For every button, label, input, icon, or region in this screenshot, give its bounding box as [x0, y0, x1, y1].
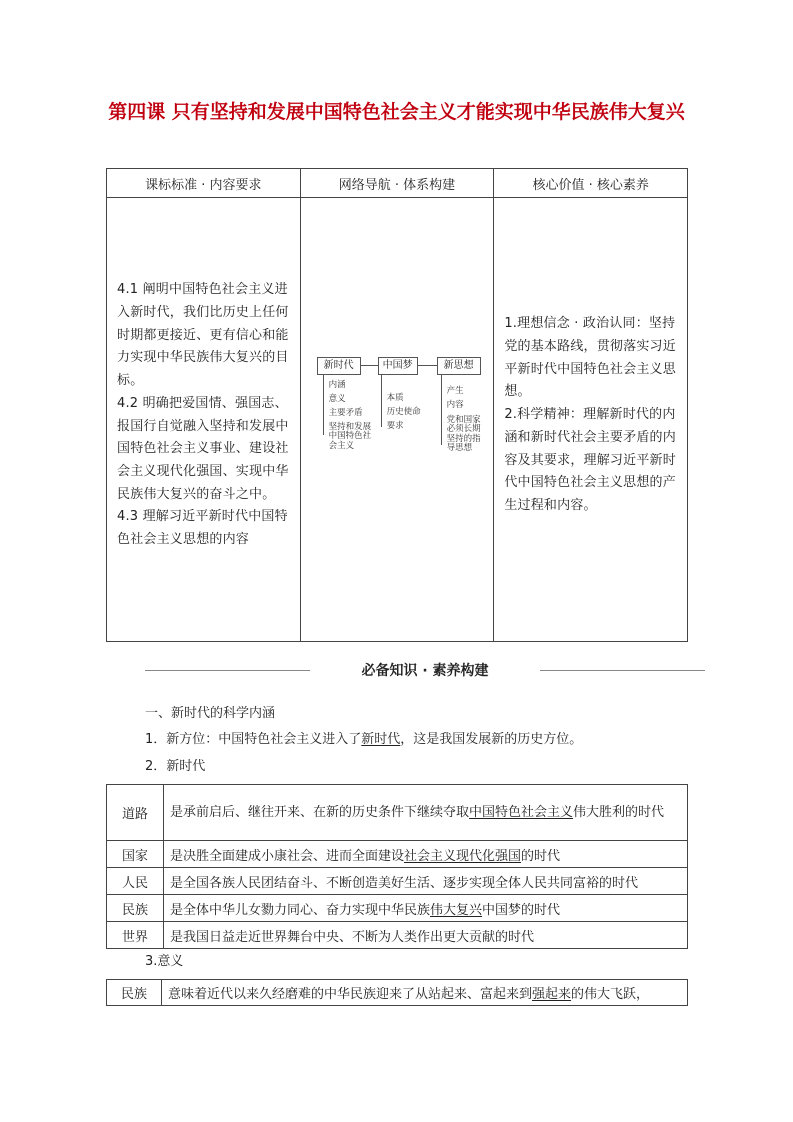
row-keyword: 强起来 — [532, 987, 572, 1002]
point-1-keyword: 新时代 — [361, 732, 401, 747]
row-text: 是我国日益走近世界舞台中央、不断为人类作出更大贡献的时代 — [170, 929, 535, 945]
requirement-4-3: 4.3 理解习近平新时代中国特色社会主义思想的内容 — [117, 509, 288, 548]
header-literacy: 核心价值 · 核心素养 — [494, 169, 688, 198]
row-text: 的时代 — [521, 848, 561, 864]
table-row — [107, 785, 688, 841]
row-key: 民族 — [107, 895, 164, 922]
row-value — [164, 868, 688, 895]
node-new-era: 新时代 — [317, 357, 361, 375]
mindmap-item: 党和国家必须长期坚持的指导思想 — [446, 414, 481, 453]
row-text: 是承前启后、继往开来、在新的历史条件下继续夺取 — [170, 804, 470, 820]
row-value — [164, 841, 688, 868]
branch-line — [381, 375, 382, 427]
new-era-table — [106, 784, 688, 949]
branch-line — [323, 375, 324, 435]
row-keyword: 社会主义现代化强国 — [404, 848, 522, 864]
mindmap-item: 坚持和发展中国特色社会主义 — [328, 421, 372, 451]
row-keyword: 中国特色社会主义 — [469, 804, 574, 820]
mindmap-item: 历史使命 — [386, 406, 421, 417]
row-value — [162, 980, 688, 1006]
literacy-2: 2.科学精神：理解新时代的内涵和新时代社会主要矛盾的内容及其要求，理解习近平新时代中国特色社会主义思想的产生过程和内容。 — [504, 407, 676, 513]
requirement-4-1: 4.1 阐明中国特色社会主义进入新时代，我们比历史上任何时期都更接近、更有信心和能力实现中华民族伟大复兴的目标。 — [117, 282, 289, 389]
row-text: 意味着近代以来久经磨难的中华民族迎来了从站起来、富起来到 — [168, 987, 533, 1002]
banner-title: 必备知识 · 素养构建 — [361, 663, 489, 679]
row-text: 中国梦的时代 — [482, 902, 561, 918]
literacy-1: 1.理想信念 · 政治认同：坚持党的基本路线，贯彻落实习近平新时代中国特色社会主义思想。 — [504, 316, 676, 400]
row-key: 道路 — [107, 785, 164, 841]
branch-line — [441, 375, 442, 445]
row-key: 国家 — [107, 841, 164, 868]
mindmap-item: 本质 — [386, 392, 404, 403]
table-row — [107, 868, 688, 895]
table-row — [107, 895, 688, 922]
mindmap-item: 内容 — [446, 399, 464, 410]
node-china-dream: 中国梦 — [378, 357, 418, 375]
point-1-text: 1．新方位：中国特色社会主义进入了 — [145, 732, 362, 747]
row-value — [164, 922, 688, 949]
row-text: 是全国各族人民团结奋斗、不断创造美好生活、逐步实现全体人民共同富裕的时代 — [170, 875, 639, 891]
connector-line — [360, 365, 378, 366]
connector-line — [417, 365, 437, 366]
table-row — [107, 922, 688, 949]
mindmap-item: 产生 — [446, 385, 464, 396]
requirements-cell — [107, 198, 301, 642]
section-banner — [145, 656, 705, 686]
mindmap-cell — [300, 198, 494, 642]
row-key: 世界 — [107, 922, 164, 949]
row-keyword: 伟大复兴 — [430, 902, 483, 918]
point-3: 3.意义 — [145, 954, 184, 969]
table-row — [107, 980, 688, 1006]
literacy-cell — [494, 198, 688, 642]
mindmap-item: 意义 — [328, 393, 346, 404]
row-text: 伟大胜利的时代 — [573, 804, 665, 820]
row-value — [164, 895, 688, 922]
section-heading: 一、新时代的科学内涵 — [145, 706, 276, 721]
row-key: 民族 — [107, 980, 162, 1006]
point-1-suffix: ，这是我国发展新的历史方位。 — [400, 732, 583, 747]
row-text: 的伟大飞跃， — [571, 987, 650, 1002]
node-new-thought: 新思想 — [437, 357, 481, 375]
mindmap-item: 内涵 — [328, 379, 346, 390]
mindmap-item: 要求 — [386, 420, 404, 431]
table-row — [107, 841, 688, 868]
requirement-4-2: 4.2 明确把爱国情、强国志、报国行自觉融入坚持和发展中国特色社会主义事业、建设社会主义现代化强国、实现中华民族伟大复兴的奋斗之中。 — [117, 395, 289, 502]
mindmap-item: 主要矛盾 — [328, 407, 363, 418]
row-key: 人民 — [107, 868, 164, 895]
point-1 — [145, 731, 582, 749]
row-text: 是决胜全面建成小康社会、进而全面建设 — [170, 848, 405, 864]
row-value — [164, 785, 688, 841]
lesson-title: 第四课 只有坚持和发展中国特色社会主义才能实现中华民族伟大复兴 — [108, 101, 685, 123]
point-2: 2．新时代 — [145, 759, 206, 774]
header-mindmap: 网络导航 · 体系构建 — [300, 169, 494, 198]
header-requirements: 课标标准 · 内容要求 — [107, 169, 301, 198]
meaning-table — [106, 979, 688, 1006]
overview-table — [106, 168, 688, 642]
knowledge-mindmap — [301, 350, 494, 490]
row-text: 是全体中华儿女勠力同心、奋力实现中华民族 — [170, 902, 431, 918]
